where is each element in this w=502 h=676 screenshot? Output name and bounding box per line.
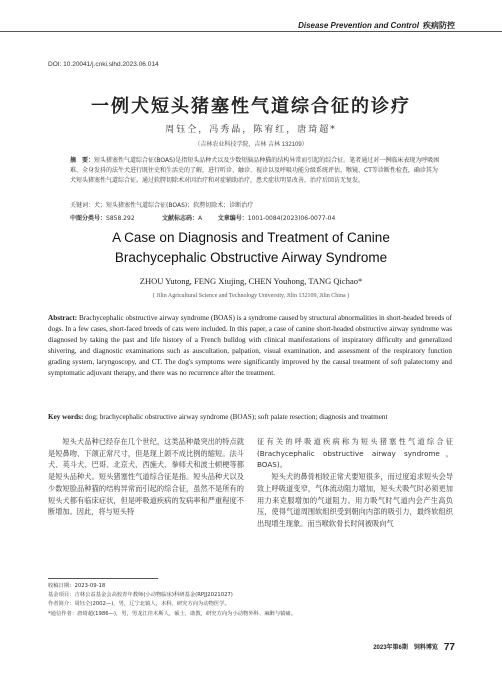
body-column-right	[257, 436, 453, 530]
classification-line	[70, 213, 440, 222]
chinese-abstract-label: 摘 要：	[70, 157, 95, 164]
doc-code-label: 文献标志码：	[162, 215, 199, 222]
journal-name-en: Disease Prevention and Control	[298, 21, 419, 30]
english-abstract-label: Abstract:	[48, 314, 78, 322]
english-affiliation: ( Jilin Agricultural Science and Technology University, Jilin 132109, Jilin China )	[152, 293, 350, 299]
journal-header	[298, 20, 455, 31]
chinese-abstract	[70, 156, 440, 186]
chinese-affiliation: （吉林农业科技学院，吉林 吉林 132109）	[194, 142, 308, 148]
doi: DOI: 10.20041/j.cnki.slhd.2023.06.014	[48, 61, 159, 68]
english-title-line2: Brachycephalic Obstructive Airway Syndrome	[114, 250, 388, 265]
footnote-corresponding: *通信作者：唐琦超(1986—)，男，男龙江佳木斯人，硕士，助教，研究方向为小动物外科、麻醉与镇痛。	[48, 610, 297, 617]
english-keywords-text: dog; brachycephalic obstructive airway syndrome (BOAS); soft palate resection; diagnosis and treatment	[85, 413, 388, 421]
english-abstract	[48, 313, 452, 379]
english-keywords-label: Key words:	[48, 413, 84, 421]
issue-label: 2023年第6期 饲料博览	[373, 645, 438, 651]
english-authors: ZHOU Yutong, FENG Xiujing, CHEN Youhong, TANG Qichao*	[139, 276, 363, 286]
chinese-title: 一例犬短头猪塞性气道综合征的诊疗	[91, 96, 411, 117]
class-label: 中图分类号：	[70, 215, 107, 222]
class-value: S858.292	[106, 215, 135, 222]
chinese-keywords	[70, 200, 440, 209]
footnote-rule	[48, 578, 158, 579]
english-title-line1: A Case on Diagnosis and Treatment of Canine	[112, 230, 390, 245]
article-no-label: 文章编号：	[217, 215, 248, 222]
footnote-author: 作者简介：周钰仝(2002—)，男，辽宁北镇人，本科，研究方向为动物医学。	[48, 601, 230, 608]
footnotes	[48, 582, 468, 619]
english-abstract-text: Brachycephalic obstructive airway syndrome (BOAS) is a syndrome caused by structural abnormalities in short-headed breeds of dogs. In a few cases, short-faced breeds of cats were included. In this paper, a case of canine short-headed obstructive airway syndrome was diagnosed by taking the past and life history of a French bulldog with clinical manifestations of inspiratory difficulty and generalized shivering, and diagnostic examinations such as auscultation, palpation, visual examination, and assessment of the respiratory function grading system, laryngoscopy, and CT. The dog's symptoms were significantly improved by the causal treatment of soft palatectomy and symptomatic adjuvant therapy, and there was no recurrence after the treatment.	[48, 314, 453, 377]
body-paragraph: 短头犬品种已经存在几个世纪，这类品种最突出的特点就是短鼻吻、下颌正常尺寸，但是现上颌不成比例的缩短。法斗犬、英斗犬、巴哥、北京犬、西施犬、拳师犬和波士顿梗等都是短头品种犬。短头猪塞性气道综合征是指。短头品种犬以及少数短脸品种猫的结构异常而引起的综合征，虽然不是所有的短头犬都有临床症状，但是呼吸道疾病的发病率和严重程度不断增加。因此，将与短头特	[48, 437, 244, 517]
page-number: 77	[443, 642, 455, 653]
chinese-authors: 周钰仝，冯秀晶，陈宥红，唐琦超*	[165, 125, 337, 135]
english-keywords	[48, 413, 452, 421]
footnote-fund: 基金项目：吉林公益基金会高校青年教师(小动物临床)科研基金(RPJJ2021027)	[48, 592, 233, 599]
doc-code-value: A	[198, 215, 203, 222]
body-paragraph: 短头犬的鼻骨相较正常犬要短很多，而过度追求短头会导致上呼吸道变窄，气体流动阻力增加，短头犬吸气时必须更加用力来克服增加的气道阻力。用力吸气时气道内会产生高负压，使得气道周围软组织受到朝向内部的吸引力，最终软组织出现增生现象。而当喉软骨长时间被吸向气	[257, 472, 453, 528]
journal-name-cn: 疾病防控	[423, 21, 455, 30]
article-no-value: 1001-0084(2023)06-0077-04	[247, 215, 336, 222]
body-paragraph: 征有关的呼吸道疾病称为短头猪塞性气道综合征(Brachycephalic obstructive airway syndrome，BOAS)。	[257, 437, 453, 470]
header-rule	[0, 31, 502, 32]
footnote-received: 收稿日期：2023-09-18	[48, 583, 106, 589]
chinese-keywords-label: 关键词：	[70, 202, 95, 209]
body-column-left	[48, 436, 244, 518]
chinese-abstract-text: 短头猪塞性气道综合征(BOAS)是指短头品种犬以及少数短脑品种猫的结构异常而引起的综合征。笔者通过对一例临床表现为呼吸困难、全身发抖的法牛犬进行既往史和生活史的了解，进行听诊、触诊、视诊以及呼吸功能分级系统评估、喉镜、CT等诊断性检查，确诊其为犬短头猪塞性气道综合征。通过软腭切除术对因治疗和对症辅助治疗，患犬症状明显改善，治疗后回访无复发。	[70, 157, 440, 184]
page-footer	[373, 642, 455, 653]
chinese-keywords-text: 犬；短头猪塞性气道综合征(BOAS)；软腭切除术；诊断治疗	[94, 202, 254, 209]
